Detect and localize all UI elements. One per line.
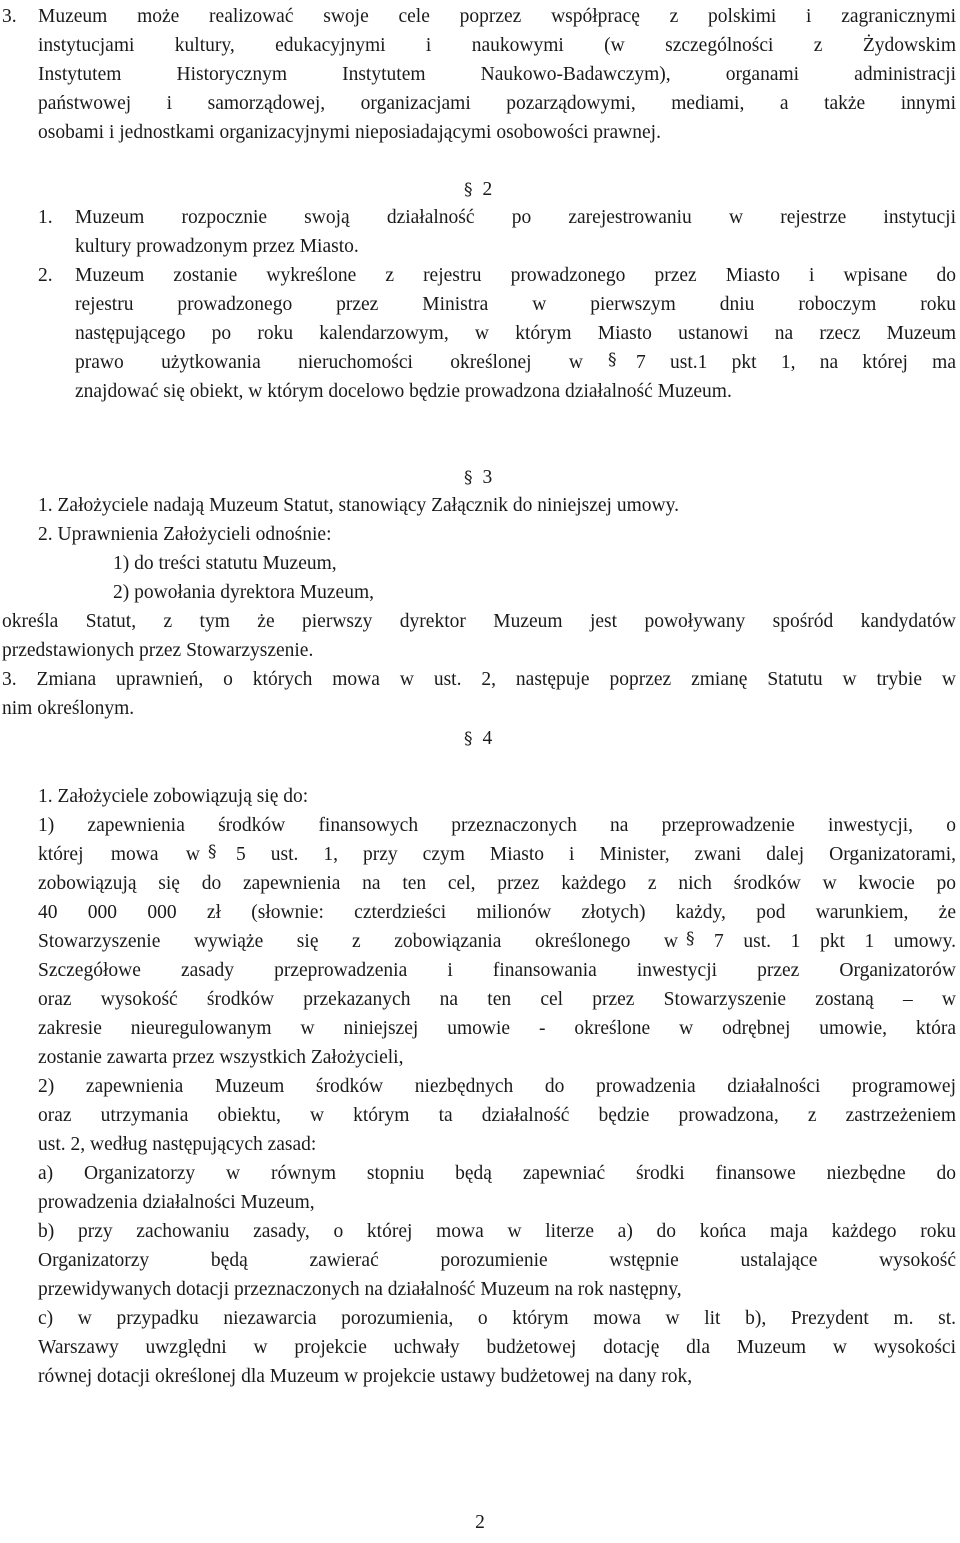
text-line: rejestru prowadzonego przez Ministra w pierwszym dniu roboczym roku — [75, 294, 956, 315]
section-number: 2 — [482, 179, 493, 200]
text-line: oraz utrzymania obiektu, w którym ta działalność będzie prowadzona, z zastrzeżeniem — [38, 1105, 956, 1126]
paragraph-number: 1. — [38, 207, 53, 228]
list-item-c: c) w przypadku niezawarcia porozumienia, o którym mowa w lit b), Prezydent m. st. — [38, 1308, 956, 1329]
section-symbol: § — [464, 468, 473, 488]
section-number: 3 — [482, 467, 493, 488]
text-line: Muzeum zostanie wykreślone z rejestru prowadzonego przez Miasto i wpisane do — [75, 265, 956, 286]
text-line: zobowiązują się do zapewnienia na ten cel, przez każdego z nich środków w kwocie po — [38, 873, 956, 894]
section-heading-2 — [464, 175, 492, 205]
text-line: 7 ust.1 pkt 1, na której ma — [636, 352, 956, 373]
section-3-paragraph-3: 3. Zmiana uprawnień, o których mowa w ust. 2, następuje poprzez zmianę Statutu w trybie w — [2, 669, 956, 690]
section-3-paragraph-2: 2. Uprawnienia Założycieli odnośnie: — [38, 524, 332, 545]
text-line: przewidywanych dotacji przeznaczonych na działalność Muzeum na rok następny, — [38, 1279, 682, 1300]
text-line: której mowa w — [38, 844, 200, 865]
text-line: oraz wysokość środków przekazanych na ten cel przez Stowarzyszenie zostaną – w — [38, 989, 956, 1010]
text-line: Warszawy uwzględni w projekcie uchwały budżetowej dotację dla Muzeum w wysokości — [38, 1337, 956, 1358]
text-line: kultury prowadzonym przez Miasto. — [75, 236, 359, 257]
text-line: państwowej i samorządowej, organizacjami pozarządowymi, mediami, a także innymi — [38, 93, 956, 114]
text-line: Instytutem Historycznym Instytutem Naukowo-Badawczym), organami administracji — [38, 64, 956, 85]
text-line: znajdować się obiekt, w którym docelowo będzie prowadzona działalność Muzeum. — [75, 381, 732, 402]
section-4-paragraph-1: 1. Założyciele zobowiązują się do: — [38, 786, 309, 807]
text-line: osobami i jednostkami organizacyjnymi nieposiadającymi osobowości prawnej. — [38, 122, 661, 143]
text-line: Stowarzyszenie wywiąże się z zobowiązania określonego w — [38, 931, 678, 952]
text-line: Szczegółowe zasady przeprowadzenia i finansowania inwestycji przez Organizatorów — [38, 960, 956, 981]
text-line: zostanie zawarta przez wszystkich Założycieli, — [38, 1047, 404, 1068]
text-line: określa Statut, z tym że pierwszy dyrektor Muzeum jest powoływany spośród kandydatów — [2, 611, 956, 632]
page-number: 2 — [475, 1512, 485, 1533]
section-symbol: § — [686, 929, 695, 949]
list-item: 1) do treści statutu Muzeum, — [113, 553, 337, 574]
list-item: 1) zapewnienia środków finansowych przeznaczonych na przeprowadzenie inwestycji, o — [38, 815, 956, 836]
paragraph-number: 3. — [2, 6, 17, 27]
list-item-b: b) przy zachowaniu zasady, o której mowa w literze a) do końca maja każdego roku — [38, 1221, 956, 1242]
text-line: zakresie nieuregulowanym w niniejszej umowie - określone w odrębnej umowie, która — [38, 1018, 956, 1039]
text-line: instytucjami kultury, edukacyjnymi i naukowymi (w szczególności z Żydowskim — [38, 35, 956, 56]
text-line: Organizatorzy będą zawierać porozumienie wstępnie ustalające wysokość — [38, 1250, 956, 1271]
text-line: 7 ust. 1 pkt 1 umowy. — [714, 931, 956, 952]
section-symbol: § — [464, 729, 473, 749]
section-heading-3 — [464, 463, 492, 493]
section-number: 4 — [482, 728, 493, 749]
paragraph-number: 2. — [38, 265, 53, 286]
text-line: 40 000 000 zł (słownie: czterdzieści milionów złotych) każdy, pod warunkiem, że — [38, 902, 956, 923]
text-line: Muzeum może realizować swoje cele poprzez współpracę z polskimi i zagranicznymi — [38, 6, 956, 27]
text-line: następującego po roku kalendarzowym, w którym Miasto ustanowi na rzecz Muzeum — [75, 323, 956, 344]
list-item: 2) zapewnienia Muzeum środków niezbędnych do prowadzenia działalności programowej — [38, 1076, 956, 1097]
text-line: równej dotacji określonej dla Muzeum w projekcie ustawy budżetowej na dany rok, — [38, 1366, 693, 1387]
section-heading-4 — [464, 724, 492, 754]
text-line: Muzeum rozpocznie swoją działalność po zarejestrowaniu w rejestrze instytucji — [75, 207, 956, 228]
text-line: prowadzenia działalności Muzeum, — [38, 1192, 315, 1213]
section-symbol: § — [208, 842, 217, 862]
text-line: ust. 2, według następujących zasad: — [38, 1134, 317, 1155]
section-3-paragraph-1: 1. Założyciele nadają Muzeum Statut, stanowiący Załącznik do niniejszej umowy. — [38, 495, 679, 516]
list-item-a: a) Organizatorzy w równym stopniu będą zapewniać środki finansowe niezbędne do — [38, 1163, 956, 1184]
section-symbol: § — [464, 180, 473, 200]
section-symbol: § — [608, 350, 617, 370]
list-item: 2) powołania dyrektora Muzeum, — [113, 582, 375, 603]
text-line: 5 ust. 1, przy czym Miasto i Minister, zwani dalej Organizatorami, — [236, 844, 956, 865]
text-line: nim określonym. — [2, 698, 135, 719]
text-line: prawo użytkowania nieruchomości określonej w — [75, 352, 583, 373]
text-line: przedstawionych przez Stowarzyszenie. — [2, 640, 314, 661]
